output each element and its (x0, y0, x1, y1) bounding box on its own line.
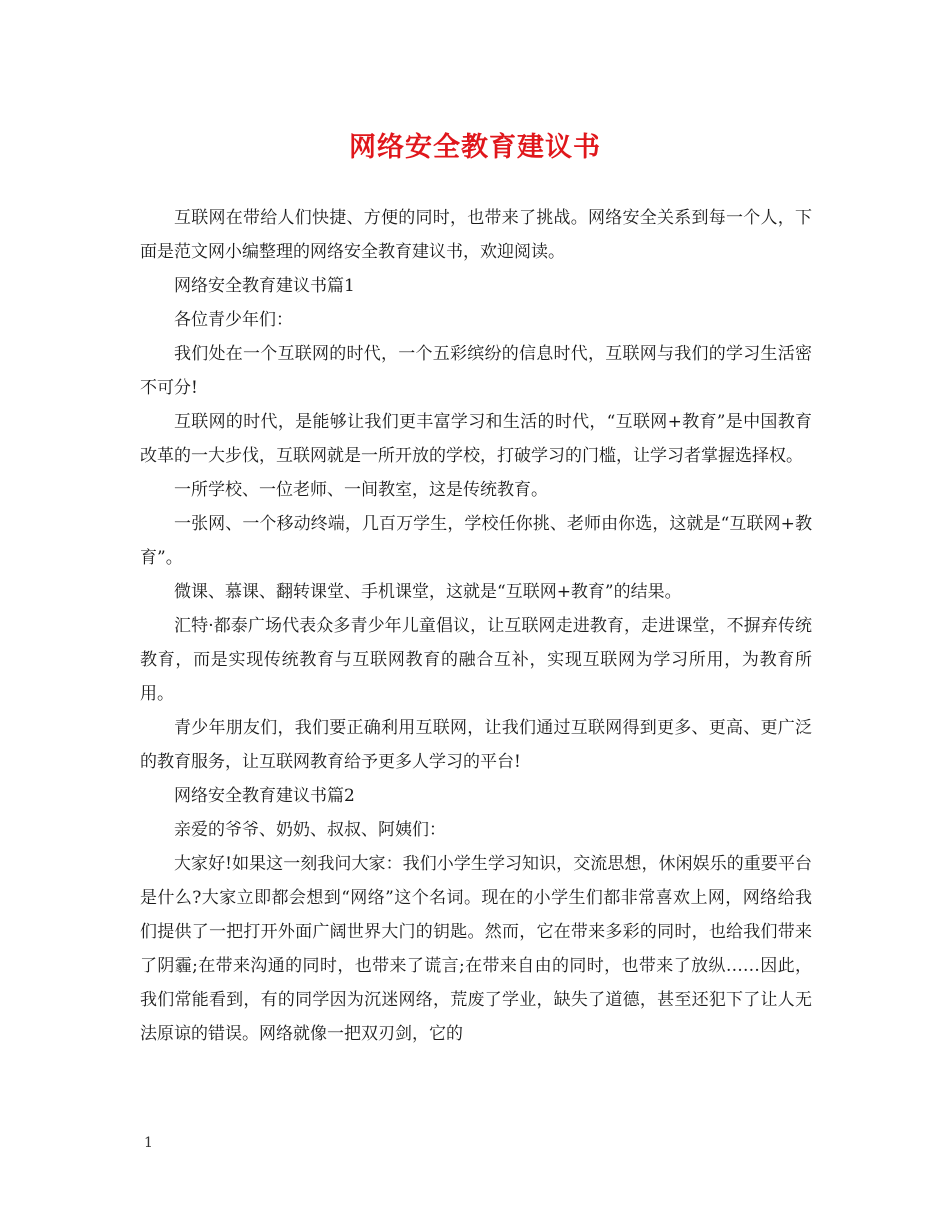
page-number: 1 (144, 1135, 153, 1151)
paragraph: 青少年朋友们，我们要正确利用互联网，让我们通过互联网得到更多、更高、更广泛的教育服务，让互联网教育给予更多人学习的平台! (140, 718, 812, 772)
paragraph: 一所学校、一位老师、一间教室，这是传统教育。 (174, 480, 548, 500)
paragraph: 我们处在一个互联网的时代，一个五彩缤纷的信息时代，互联网与我们的学习生活密不可分! (140, 344, 812, 398)
document-title: 网络安全教育建议书 (349, 132, 601, 163)
paragraph: 大家好!如果这一刻我问大家：我们小学生学习知识，交流思想，休闲娱乐的重要平台是什么?大家立即都会想到“网络”这个名词。现在的小学生们都非常喜欢上网，网络给我们提供了一把打开外面广阔世界大门的钥匙。然而，它在带来多彩的同时，也给我们带来了阴霾;在带来沟通的同时，也带来了谎言;在带来自由的同时，也带来了放纵……因此，我们常能看到，有的同学因为沉迷网络，荒废了学业，缺失了道德，甚至还犯下了让人无法原谅的错误。网络就像一把双刃剑，它的 (140, 854, 812, 1044)
paragraph: 互联网的时代，是能够让我们更丰富学习和生活的时代，“互联网+教育”是中国教育改革的一大步伐，互联网就是一所开放的学校，打破学习的门槛，让学习者掌握选择权。 (140, 412, 812, 466)
section-heading-2: 网络安全教育建议书篇2 (174, 786, 355, 806)
document-body (140, 201, 812, 1051)
paragraph: 微课、慕课、翻转课堂、手机课堂，这就是“互联网+教育”的结果。 (174, 582, 682, 602)
section-heading-1: 网络安全教育建议书篇1 (174, 276, 355, 296)
salutation-2: 亲爱的爷爷、奶奶、叔叔、阿姨们： (174, 820, 446, 840)
paragraph: 一张网、一个移动终端，几百万学生，学校任你挑、老师由你选，这就是“互联网+教育”。 (140, 514, 812, 568)
salutation-1: 各位青少年们： (174, 310, 293, 330)
paragraph: 汇特·都泰广场代表众多青少年儿童倡议，让互联网走进教育，走进课堂，不摒弃传统教育，而是实现传统教育与互联网教育的融合互补，实现互联网为学习所用，为教育所用。 (140, 616, 812, 704)
paragraph-intro: 互联网在带给人们快捷、方便的同时，也带来了挑战。网络安全关系到每一个人，下面是范文网小编整理的网络安全教育建议书，欢迎阅读。 (140, 208, 812, 262)
